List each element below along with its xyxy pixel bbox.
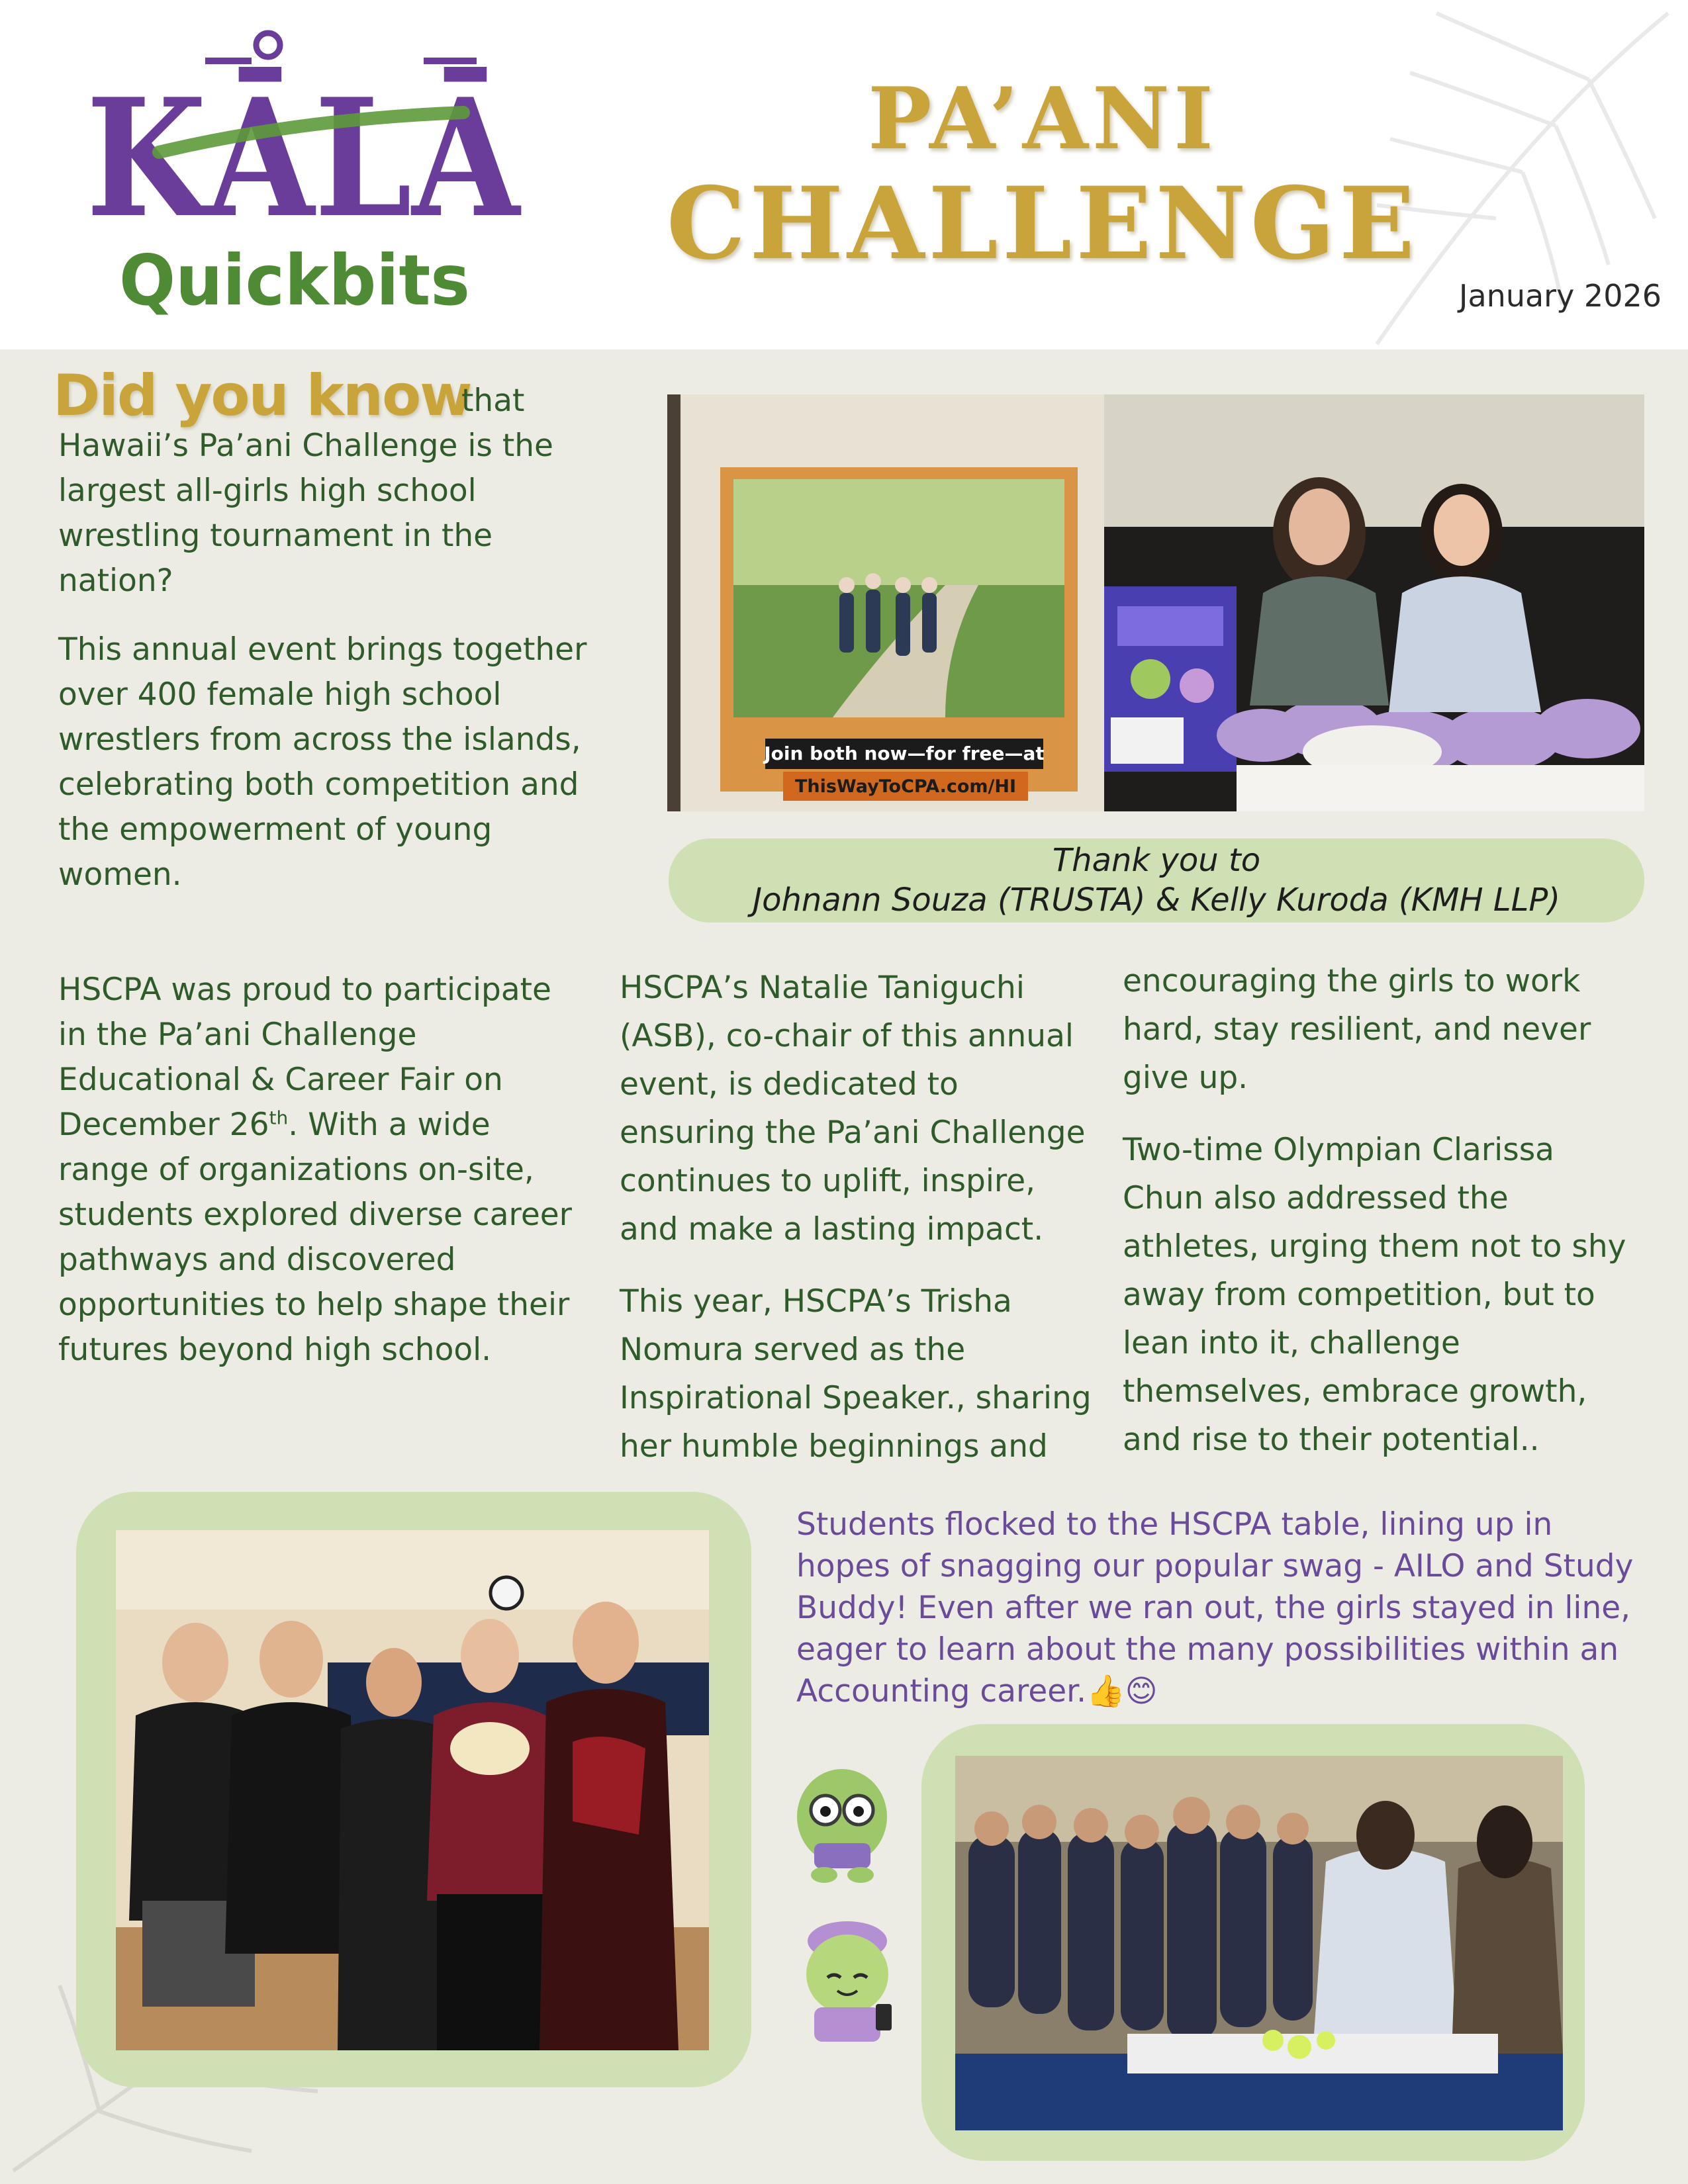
logo-word: KĀLĀ — [86, 63, 522, 253]
column-2 — [620, 964, 1103, 1494]
page-title-line-2: CHALLENGE — [666, 165, 1419, 282]
caption-line-1: Thank you to — [1052, 842, 1261, 879]
ailo-plush-image — [784, 1757, 900, 1886]
kala-quickbits-logo — [79, 20, 530, 331]
intro-text — [58, 424, 588, 921]
page-title-line-1: PA’ANI — [868, 69, 1217, 169]
intro-paragraph-1: Hawaii’s Pa’ani Challenge is the largest all-girls high school wrestling tournament in the nation? — [58, 428, 553, 599]
photo-group — [116, 1530, 709, 2050]
column-2-paragraph-2: This year, HSCPA’s Trisha Nomura served as the Inspirational Speaker., sharing her humble beginnings and — [620, 1283, 1092, 1465]
column-1-paragraph — [58, 968, 588, 1373]
caption-line-2: Johnann Souza (TRUSTA) & Kelly Kuroda (KMH LLP) — [752, 882, 1561, 919]
logo-subtitle: Quickbits — [119, 240, 470, 321]
column-3-paragraph-1: encouraging the girls to work hard, stay resilient, and never give up. — [1123, 963, 1591, 1096]
issue-date: January 2026 — [1458, 278, 1662, 314]
column-1-text-a: HSCPA was proud to participate in the Pa’ani Challenge Educational & Career Fair on December 26 — [58, 972, 551, 1143]
photo-hscpa-booth — [667, 394, 1644, 811]
thank-you-caption — [669, 839, 1644, 923]
column-1 — [58, 968, 588, 1396]
photo-career-fair — [955, 1756, 1563, 2130]
poster-line-1: Join both now—for free—at — [764, 743, 1045, 764]
column-3 — [1123, 957, 1639, 1488]
study-buddy-plush-image — [791, 1911, 904, 2054]
poster-line-2: ThisWayToCPA.com/HI — [794, 776, 1017, 797]
column-1-superscript: th — [269, 1107, 289, 1129]
did-you-know-that: that — [461, 383, 525, 419]
swag-text: Students flocked to the HSCPA table, lining up in hopes of snagging our popular swag - AILO and Study Buddy! Even after we ran out, the girls stayed in line, eager to learn about the many possibilities within an Accounting career.👍😊 — [796, 1506, 1634, 1709]
column-3-paragraph-2: Two-time Olympian Clarissa Chun also addressed the athletes, urging them not to shy away from competition, but to lean into it, challenge themselves, embrace growth, and rise to their potential.. — [1123, 1132, 1626, 1458]
did-you-know-heading: Did you know — [53, 363, 471, 429]
intro-paragraph-2: This annual event brings together over 400 female high school wrestlers from across the islands, celebrating both competition and the empowerment of young women. — [58, 631, 587, 893]
column-1-text-b: . With a wide range of organizations on-site, students explored diverse career pathways and discovered opportunities to help shape their futures beyond high school. — [58, 1107, 573, 1368]
column-2-paragraph-1: HSCPA’s Natalie Taniguchi (ASB), co-chair of this annual event, is dedicated to ensuring the Pa’ani Challenge continues to uplift, inspire, and make a lasting impact. — [620, 970, 1086, 1248]
